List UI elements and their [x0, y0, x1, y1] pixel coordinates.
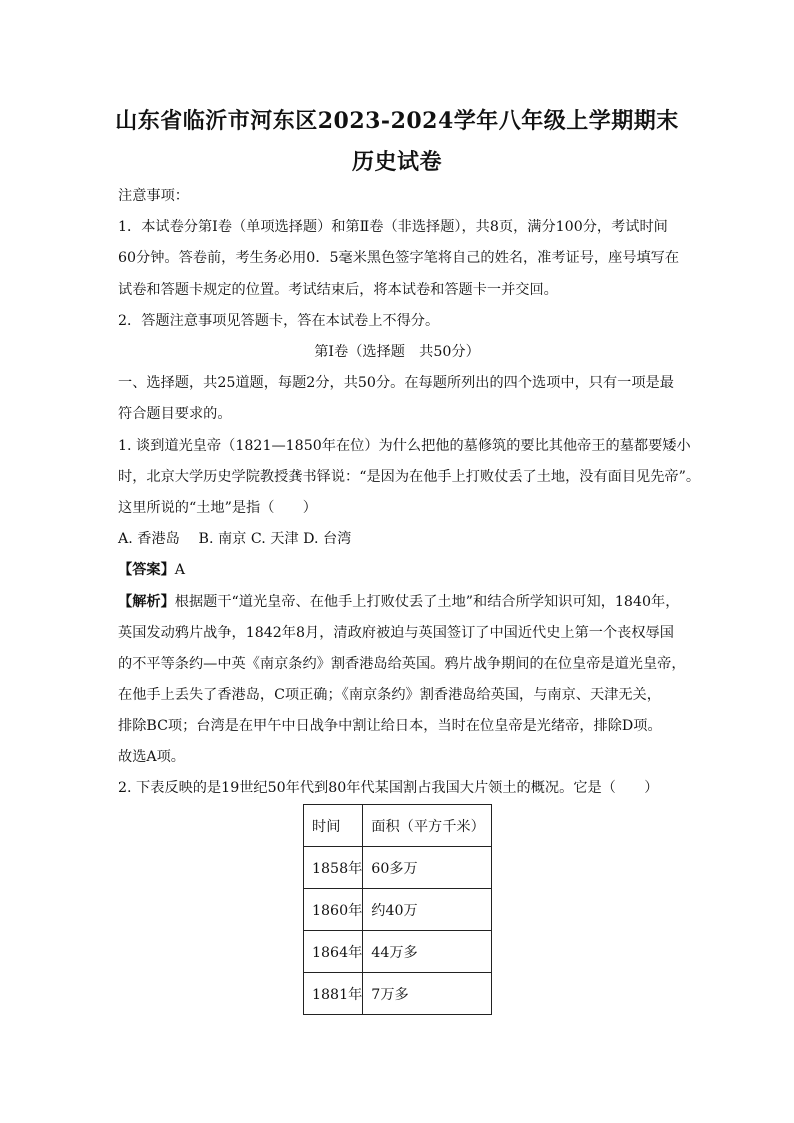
question-stem: 2. 下表反映的是19世纪50年代到80年代某国割占我国大片领土的概况。它是（ ） [118, 780, 659, 796]
notes-line: 2．答题注意事项见答题卡，答在本试卷上不得分。 [118, 313, 440, 329]
table-row [304, 931, 492, 973]
analysis-line: 排除BC项；台湾是在甲午中日战争中割让给日本，当时在位皇帝是光绪帝，排除D项。 [118, 718, 662, 734]
table-cell: 约40万 [363, 889, 492, 931]
table-header-row [304, 805, 492, 847]
section-instructions: 符合题目要求的。 [118, 406, 232, 422]
analysis-line: 英国发动鸦片战争，1842年8月，清政府被迫与英国签订了中国近代史上第一个丧权辱国 [118, 625, 674, 641]
label-tag: 【答案】 [118, 562, 175, 578]
notes-line: 试卷和答题卡规定的位置。考试结束后，将本试卷和答题卡一并交回。 [118, 282, 558, 298]
notes-line: 1．本试卷分第Ⅰ卷（单项选择题）和第Ⅱ卷（非选择题），共8页，满分100分，考试时间 [118, 219, 668, 235]
answer-line: 【答案】A [118, 562, 186, 578]
analysis-line: 【解析】根据题干“道光皇帝、在他手上打败仗丢了土地”和结合所学知识可知，1840年， [118, 594, 680, 610]
notes-line: 60分钟。答卷前，考生务必用0．5毫米黑色签字笔将自己的姓名，准考证号，座号填写在 [118, 250, 680, 266]
table-cell: 1881年 [304, 973, 363, 1015]
question-stem: 1. 谈到道光皇帝（1821—1850年在位）为什么把他的墓修筑的要比其他帝王的墓都要矮小 [118, 438, 691, 454]
notes-heading: 注意事项： [118, 188, 189, 204]
table-header-cell: 时间 [304, 805, 363, 847]
table-cell: 1858年 [304, 847, 363, 889]
label-tag: 【解析】 [118, 594, 175, 610]
analysis-line: 故选A项。 [118, 749, 185, 765]
table-cell: 7万多 [363, 973, 492, 1015]
table-cell: 1864年 [304, 931, 363, 973]
table-cell: 60多万 [363, 847, 492, 889]
table-cell: 1860年 [304, 889, 363, 931]
territory-table [303, 804, 492, 1015]
section-instructions: 一、选择题，共25道题，每题2分，共50分。在每题所列出的四个选项中，只有一项是最 [118, 375, 674, 391]
exam-subject-title: 历史试卷 [351, 149, 442, 175]
question-stem: 这里所说的“土地”是指（ ） [118, 500, 317, 516]
analysis-line: 的不平等条约—中英《南京条约》割香港岛给英国。鸦片战争期间的在位皇帝是道光皇帝， [118, 656, 686, 672]
table-row [304, 973, 492, 1015]
exam-title: 山东省临沂市河东区2023-2024学年八年级上学期期末 [115, 108, 679, 134]
table-row [304, 847, 492, 889]
question-stem: 时，北京大学历史学院教授龚书铎说：“是因为在他手上打败仗丢了土地，没有面目见先帝”。 [118, 469, 701, 485]
question-options: A. 香港岛 B. 南京 C. 天津 D. 台湾 [118, 531, 352, 547]
table-header-cell: 面积（平方千米） [363, 805, 492, 847]
section-heading: 第Ⅰ卷（选择题 共50分） [314, 344, 480, 360]
table-row [304, 889, 492, 931]
analysis-line: 在他手上丢失了香港岛，C项正确；《南京条约》割香港岛给英国，与南京、天津无关， [118, 687, 661, 703]
table-cell: 44万多 [363, 931, 492, 973]
